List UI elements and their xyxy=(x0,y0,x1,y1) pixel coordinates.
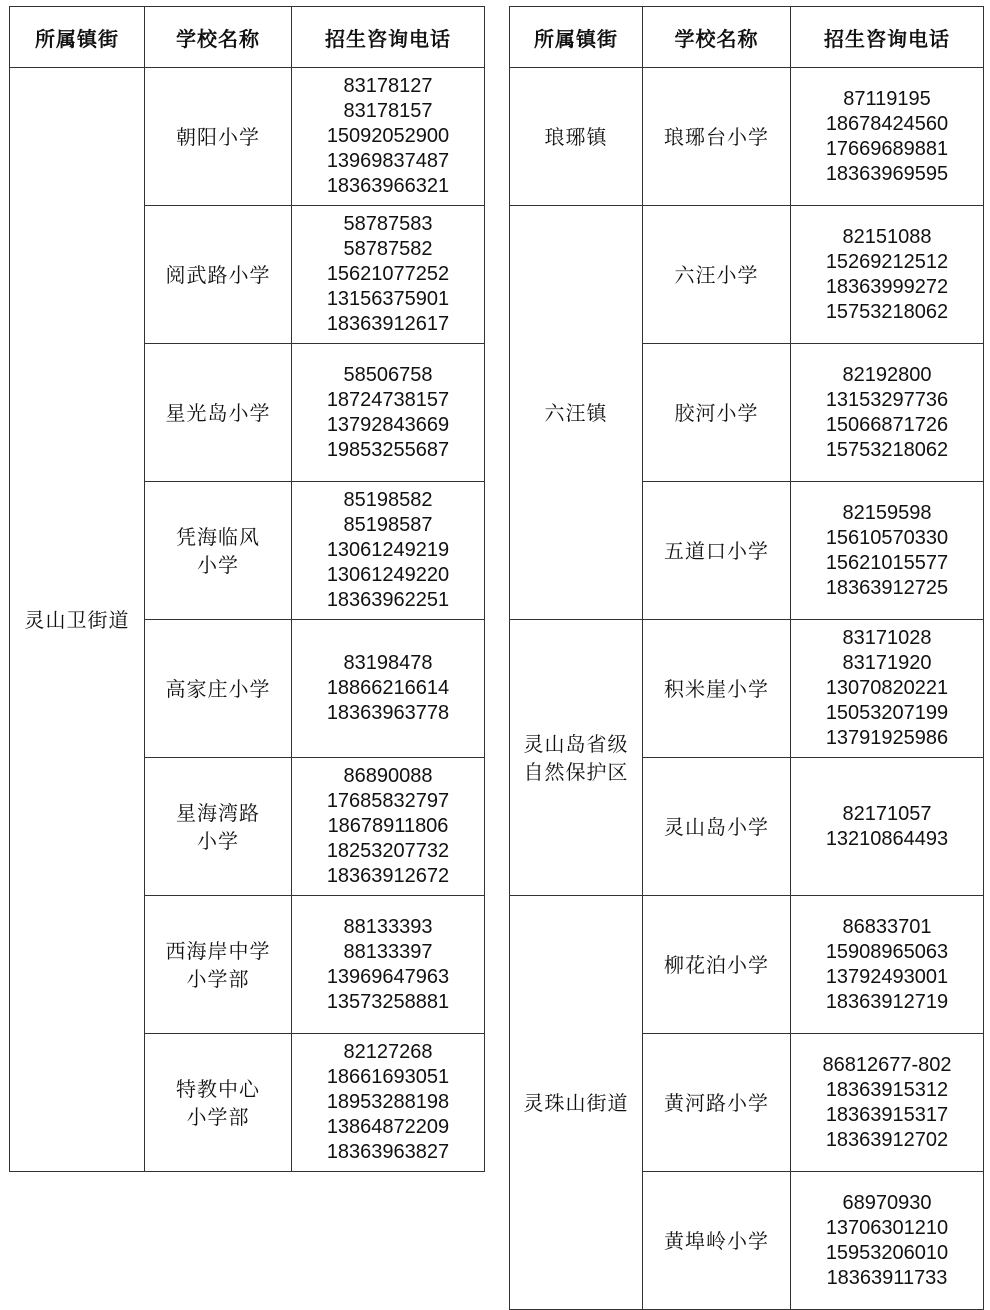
phone-number: 18363999272 xyxy=(825,275,949,298)
phone-number: 15053207199 xyxy=(825,702,949,724)
town-cell: 琅琊镇 xyxy=(510,68,643,206)
phone-number: 15066871726 xyxy=(825,413,949,436)
phone-number: 13061249219 xyxy=(326,539,450,561)
school-name-cell: 特教中心 小学部 xyxy=(145,1034,292,1172)
phone-number: 15908965063 xyxy=(825,940,949,963)
phone-number: 13153297736 xyxy=(825,388,949,411)
phone-number: 18363963778 xyxy=(326,702,450,724)
phone-number: 13969837487 xyxy=(326,150,450,172)
phone-number: 18363912702 xyxy=(825,1128,949,1151)
school-name-cell: 六汪小学 xyxy=(643,206,791,344)
header-school: 学校名称 xyxy=(145,7,292,68)
phone-number: 68970930 xyxy=(842,1191,932,1214)
phone-number: 83171920 xyxy=(842,652,932,674)
phone-number: 18866216614 xyxy=(326,677,450,699)
phone-number: 82127268 xyxy=(343,1041,433,1063)
phone-number: 82159598 xyxy=(842,501,932,524)
phone-number: 83171028 xyxy=(842,627,932,649)
school-name-cell: 凭海临风 小学 xyxy=(145,482,292,620)
phone-number: 83178157 xyxy=(343,100,433,122)
phone-number: 13792493001 xyxy=(825,965,949,988)
phone-number: 18363969595 xyxy=(825,162,949,185)
phone-number: 18363966321 xyxy=(326,175,450,197)
school-name-cell: 阅武路小学 xyxy=(145,206,292,344)
header-school: 学校名称 xyxy=(643,7,791,68)
school-name-cell: 西海岸中学 小学部 xyxy=(145,896,292,1034)
header-row xyxy=(10,7,485,68)
phone-number: 19853255687 xyxy=(326,438,450,461)
header-town: 所属镇街 xyxy=(10,7,145,68)
phone-number: 13210864493 xyxy=(825,827,949,850)
phone-cell xyxy=(791,68,984,206)
phone-number: 18363915317 xyxy=(825,1103,949,1126)
phone-cell xyxy=(791,758,984,896)
phone-number: 82151088 xyxy=(842,225,932,248)
phone-cell xyxy=(791,206,984,344)
school-name-cell: 黄河路小学 xyxy=(643,1034,791,1172)
header-town: 所属镇街 xyxy=(510,7,643,68)
phone-number: 58787582 xyxy=(343,238,433,260)
phone-number: 58787583 xyxy=(343,213,433,235)
phone-cell xyxy=(292,896,485,1034)
phone-number: 15753218062 xyxy=(825,300,949,323)
phone-number: 18363915312 xyxy=(825,1078,949,1101)
phone-cell xyxy=(292,758,485,896)
phone-cell xyxy=(292,206,485,344)
phone-number: 18953288198 xyxy=(326,1091,450,1113)
phone-number: 82192800 xyxy=(842,363,932,386)
phone-number: 86812677-802 xyxy=(822,1053,952,1076)
phone-cell xyxy=(791,482,984,620)
town-cell: 灵山岛省级 自然保护区 xyxy=(510,620,643,896)
header-row xyxy=(510,7,984,68)
phone-number: 17669689881 xyxy=(825,137,949,160)
table-row xyxy=(510,206,984,344)
phone-number: 15953206010 xyxy=(825,1241,949,1264)
phone-number: 83178127 xyxy=(343,75,433,97)
school-name-cell: 星光岛小学 xyxy=(145,344,292,482)
phone-number: 82171057 xyxy=(842,802,932,825)
phone-cell xyxy=(292,482,485,620)
phone-number: 18363963827 xyxy=(326,1141,450,1163)
left-enrollment-table xyxy=(9,6,485,1172)
phone-number: 88133397 xyxy=(343,940,433,963)
school-name-cell: 灵山岛小学 xyxy=(643,758,791,896)
school-name-cell: 琅琊台小学 xyxy=(643,68,791,206)
phone-number: 17685832797 xyxy=(326,790,450,812)
phone-number: 15621077252 xyxy=(326,263,450,285)
header-phone: 招生咨询电话 xyxy=(292,7,485,68)
table-row xyxy=(510,896,984,1034)
school-name-cell: 星海湾路 小学 xyxy=(145,758,292,896)
school-name-cell: 柳花泊小学 xyxy=(643,896,791,1034)
phone-number: 13792843669 xyxy=(326,413,450,436)
table-row xyxy=(510,68,984,206)
phone-number: 18253207732 xyxy=(326,840,450,862)
phone-cell xyxy=(292,344,485,482)
school-name-cell: 黄埠岭小学 xyxy=(643,1172,791,1310)
town-cell: 灵山卫街道 xyxy=(10,68,145,1172)
phone-number: 86890088 xyxy=(343,765,433,787)
phone-number: 83198478 xyxy=(343,652,433,674)
school-name-cell: 积米崖小学 xyxy=(643,620,791,758)
phone-number: 18363962251 xyxy=(326,589,450,611)
phone-number: 18724738157 xyxy=(326,388,450,411)
phone-number: 13706301210 xyxy=(825,1216,949,1239)
phone-number: 13061249220 xyxy=(326,564,450,586)
phone-number: 13969647963 xyxy=(326,965,450,988)
phone-number: 13070820221 xyxy=(825,677,949,699)
town-cell: 六汪镇 xyxy=(510,206,643,620)
phone-number: 13573258881 xyxy=(326,990,450,1013)
right-enrollment-table xyxy=(509,6,984,1310)
phone-number: 13791925986 xyxy=(825,727,949,749)
phone-number: 15269212512 xyxy=(825,250,949,273)
school-name-cell: 高家庄小学 xyxy=(145,620,292,758)
phone-number: 18363912725 xyxy=(825,576,949,599)
phone-cell xyxy=(791,1034,984,1172)
phone-number: 58506758 xyxy=(343,363,433,386)
phone-number: 18678424560 xyxy=(825,112,949,135)
school-name-cell: 胶河小学 xyxy=(643,344,791,482)
phone-number: 18363911733 xyxy=(826,1266,948,1289)
phone-number: 18363912672 xyxy=(326,865,450,887)
phone-number: 18363912719 xyxy=(825,990,949,1013)
phone-number: 15610570330 xyxy=(825,526,949,549)
phone-cell xyxy=(791,896,984,1034)
phone-number: 88133393 xyxy=(343,915,433,938)
phone-number: 18661693051 xyxy=(326,1066,450,1088)
phone-number: 15092052900 xyxy=(326,125,450,147)
table-row xyxy=(10,68,485,206)
phone-number: 87119195 xyxy=(843,87,931,110)
phone-cell xyxy=(292,620,485,758)
school-name-cell: 朝阳小学 xyxy=(145,68,292,206)
phone-number: 18678911806 xyxy=(327,815,449,837)
phone-number: 15753218062 xyxy=(825,438,949,461)
phone-cell xyxy=(791,1172,984,1310)
phone-cell xyxy=(791,620,984,758)
phone-cell xyxy=(791,344,984,482)
phone-cell xyxy=(292,68,485,206)
school-name-cell: 五道口小学 xyxy=(643,482,791,620)
phone-number: 85198587 xyxy=(343,514,433,536)
phone-number: 13156375901 xyxy=(326,288,450,310)
phone-number: 86833701 xyxy=(842,915,932,938)
town-cell: 灵珠山街道 xyxy=(510,896,643,1310)
phone-number: 85198582 xyxy=(343,489,433,511)
table-row xyxy=(510,620,984,758)
phone-number: 15621015577 xyxy=(825,551,949,574)
header-phone: 招生咨询电话 xyxy=(791,7,984,68)
phone-cell xyxy=(292,1034,485,1172)
phone-number: 18363912617 xyxy=(326,313,450,335)
phone-number: 13864872209 xyxy=(326,1116,450,1138)
